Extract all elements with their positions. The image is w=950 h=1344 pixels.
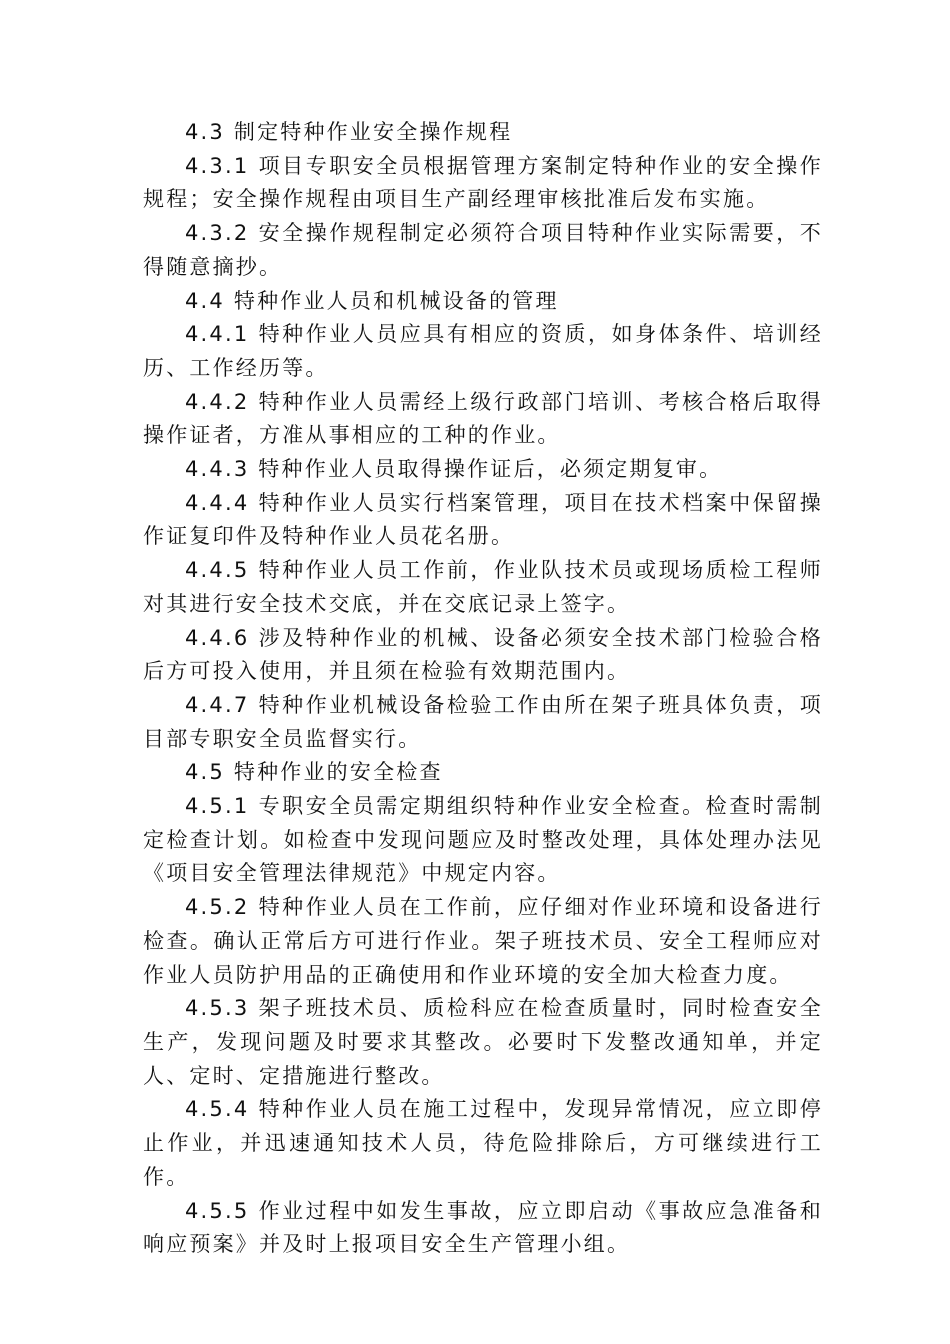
paragraph-4-5-1: 4.5.1 专职安全员需定期组织特种作业安全检查。检查时需制定检查计划。如检查中发现问题应及时整改处理，具体处理办法见《项目安全管理法律规范》中规定内容。 <box>143 794 823 886</box>
paragraph-4-4-3: 4.4.3 特种作业人员取得操作证后，必须定期复审。 <box>185 457 723 482</box>
section-heading-4-3: 4.3 制定特种作业安全操作规程 <box>185 120 513 144</box>
paragraph-4-5-2: 4.5.2 特种作业人员在工作前，应仔细对作业环境和设备进行检查。确认正常后方可进行作业。架子班技术员、安全工程师应对作业人员防护用品的正确使用和作业环境的安全加大检查力度。 <box>143 895 823 987</box>
paragraph-4-4-7: 4.4.7 特种作业机械设备检验工作由所在架子班具体负责，项目部专职安全员监督实行。 <box>143 692 823 751</box>
document-body <box>143 116 823 1262</box>
paragraph-4-4-5: 4.4.5 特种作业人员工作前，作业队技术员或现场质检工程师对其进行安全技术交底，并在交底记录上签字。 <box>143 558 823 616</box>
paragraph-4-4-2: 4.4.2 特种作业人员需经上级行政部门培训、考核合格后取得操作证者，方准从事相应的工种的作业。 <box>143 389 823 448</box>
paragraph-4-5-4: 4.5.4 特种作业人员在施工过程中，发现异常情况，应立即停止作业，并迅速通知技术人员，待危险排除后，方可继续进行工作。 <box>143 1097 823 1189</box>
paragraph-4-5-3: 4.5.3 架子班技术员、质检科应在检查质量时，同时检查安全生产，发现问题及时要求其整改。必要时下发整改通知单，并定人、定时、定措施进行整改。 <box>143 996 823 1088</box>
paragraph-4-3-1: 4.3.1 项目专职安全员根据管理方案制定特种作业的安全操作规程；安全操作规程由项目生产副经理审核批准后发布实施。 <box>143 153 823 212</box>
paragraph-4-5-5: 4.5.5 作业过程中如发生事故，应立即启动《事故应急准备和响应预案》并及时上报项目安全生产管理小组。 <box>143 1198 823 1257</box>
paragraph-4-3-2: 4.3.2 安全操作规程制定必须符合项目特种作业实际需要，不得随意摘抄。 <box>143 221 823 279</box>
section-heading-4-5: 4.5 特种作业的安全检查 <box>185 760 443 785</box>
paragraph-4-4-4: 4.4.4 特种作业人员实行档案管理，项目在技术档案中保留操作证复印件及特种作业人员花名册。 <box>143 490 823 549</box>
paragraph-4-4-1: 4.4.1 特种作业人员应具有相应的资质，如身体条件、培训经历、工作经历等。 <box>143 322 823 380</box>
paragraph-4-4-6: 4.4.6 涉及特种作业的机械、设备必须安全技术部门检验合格后方可投入使用，并且须在检验有效期范围内。 <box>143 625 823 684</box>
section-heading-4-4: 4.4 特种作业人员和机械设备的管理 <box>185 288 559 313</box>
